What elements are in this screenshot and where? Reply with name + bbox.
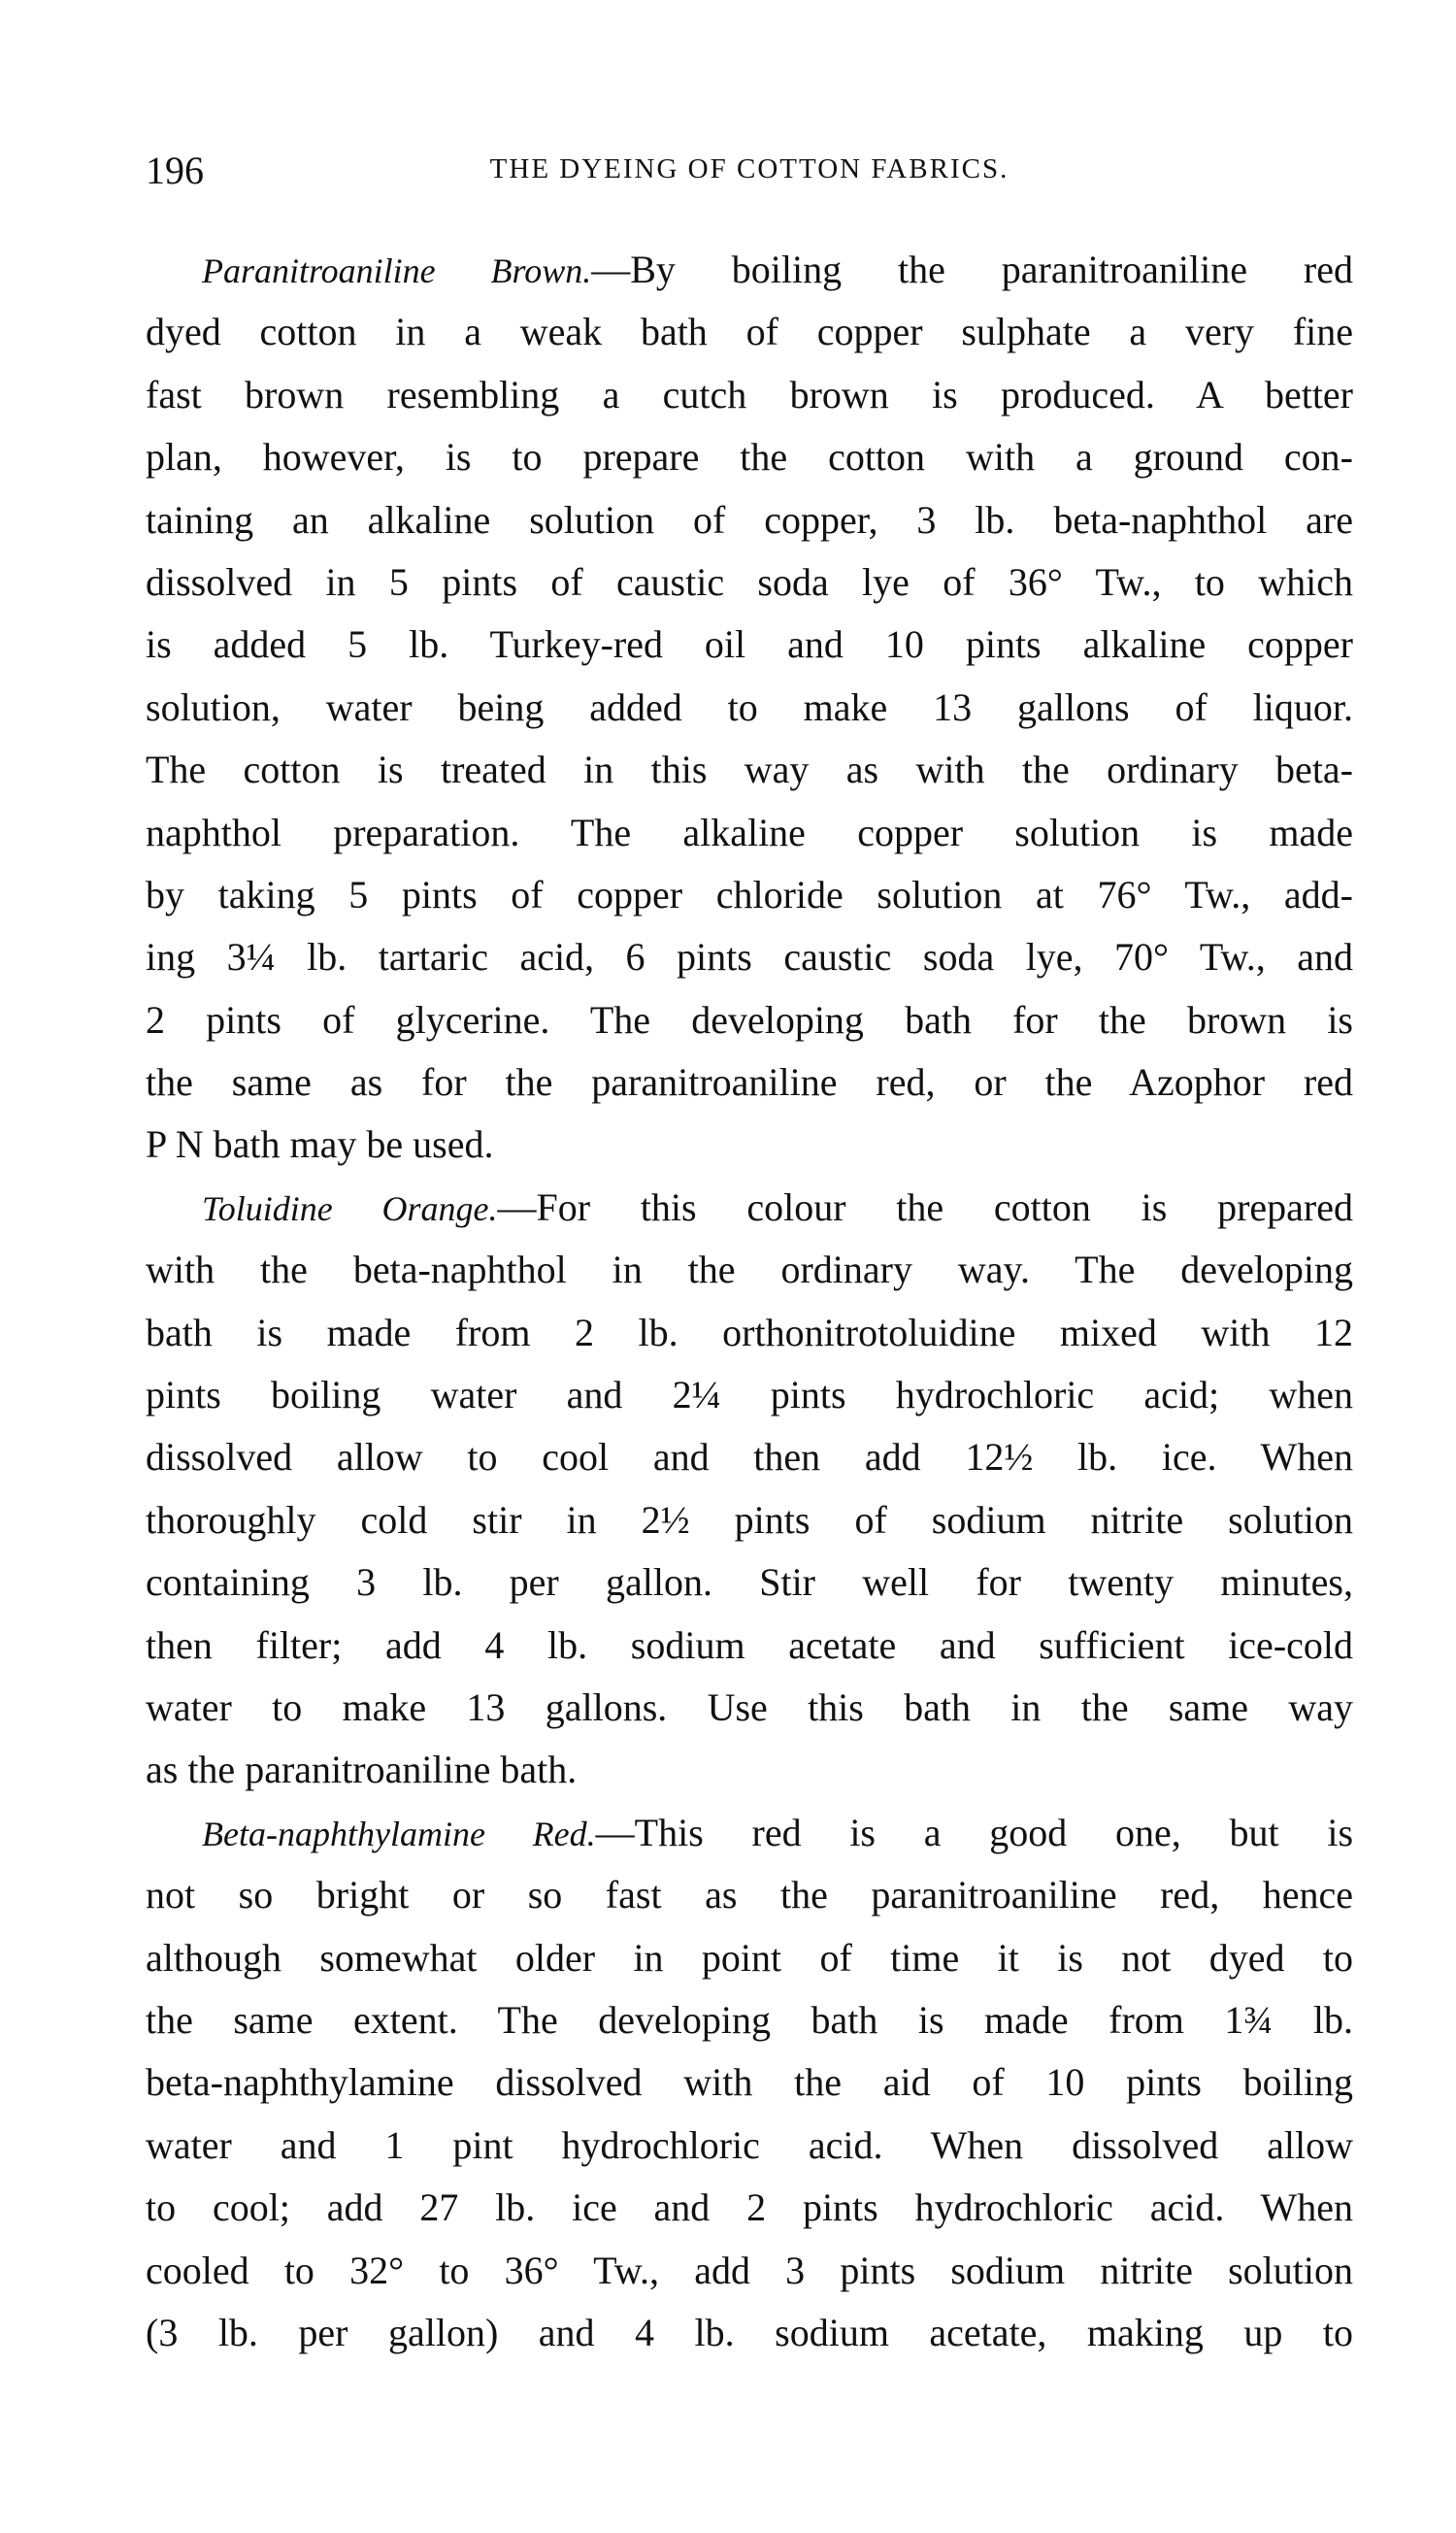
line-text: containing 3 lb. per gallon. Stir well for twenty minutes, (146, 1560, 1353, 1605)
line-text: water and 1 pint hydrochloric acid. When dissolved allow (146, 2122, 1353, 2167)
text-line (146, 2051, 1353, 2114)
text-line (146, 614, 1353, 676)
line-text: the same extent. The developing bath is made from 1¾ lb. (146, 1997, 1353, 2042)
line-text: ing 3¼ lb. tartaric acid, 6 pints caustic soda lye, 70° Tw., and (146, 935, 1353, 980)
text-line (146, 1177, 1353, 1239)
line-text: then filter; add 4 lb. sodium acetate and sufficient ice-cold (146, 1622, 1353, 1667)
text-line (146, 1739, 1353, 1801)
running-title: THE DYEING OF COTTON FABRICS. (489, 153, 1009, 184)
line-text: not so bright or so fast as the paranitroaniline red, hence (146, 1873, 1353, 1917)
text-line (146, 677, 1353, 739)
line-text: fast brown resembling a cutch brown is produced. A better (146, 372, 1353, 417)
line-text: water to make 13 gallons. Use this bath in the same way (146, 1684, 1353, 1729)
paragraph (146, 239, 1353, 1177)
text-line (146, 301, 1353, 363)
line-text: 2 pints of glycerine. The developing bath for the brown is (146, 997, 1353, 1042)
text-line (146, 989, 1353, 1051)
line-text: with the beta-naphthol in the ordinary way. The developing (146, 1248, 1353, 1292)
text-line (146, 1302, 1353, 1364)
text-line (146, 1864, 1353, 1926)
paragraph (146, 1802, 1353, 2365)
line-text: although somewhat older in point of time it is not dyed to (146, 1935, 1353, 1980)
line-text: beta-naphthylamine dissolved with the aid of 10 pints boiling (146, 2060, 1353, 2105)
line-text: thoroughly cold stir in 2½ pints of sodium nitrite solution (146, 1497, 1353, 1542)
text-line (146, 2115, 1353, 2177)
page-header (146, 148, 1353, 202)
text-line (146, 2302, 1353, 2364)
line-text: —For this colour the cotton is prepared (497, 1184, 1353, 1229)
text-line (146, 551, 1353, 614)
paragraph-heading: Toluidine Orange. (202, 1188, 498, 1228)
line-text: —By boiling the paranitroaniline red (591, 248, 1353, 291)
text-line (146, 426, 1353, 488)
paragraph-heading: Beta-naphthylamine Red. (202, 1814, 596, 1853)
line-text: by taking 5 pints of copper chloride solution at 76° Tw., add- (146, 872, 1353, 917)
text-line (146, 1615, 1353, 1677)
line-text: plan, however, is to prepare the cotton with a ground con- (146, 435, 1353, 480)
text-line (146, 1364, 1353, 1426)
line-text: to cool; add 27 lb. ice and 2 pints hydrochloric acid. When (146, 2185, 1353, 2230)
line-text: dyed cotton in a weak bath of copper sulphate a very fine (146, 310, 1353, 354)
line-text: dissolved allow to cool and then add 12½ lb. ice. When (146, 1435, 1353, 1480)
line-text: —This red is a good one, but is (595, 1810, 1354, 1854)
line-text: pints boiling water and 2¼ pints hydrochloric acid; when (146, 1373, 1353, 1417)
text-line (146, 739, 1353, 801)
paragraph (146, 1177, 1353, 1802)
text-line (146, 1551, 1353, 1614)
text-line (146, 2177, 1353, 2239)
text-line (146, 1989, 1353, 2051)
text-line (146, 1489, 1353, 1551)
text-line (146, 1927, 1353, 1989)
line-text: taining an alkaline solution of copper, 3 lb. beta-naphthol are (146, 497, 1353, 542)
text-line (146, 1802, 1353, 1864)
text-line (146, 1051, 1353, 1114)
text-line (146, 1426, 1353, 1488)
text-line (146, 364, 1353, 426)
line-text: bath is made from 2 lb. orthonitrotoluidine mixed with 12 (146, 1310, 1353, 1354)
text-line (146, 864, 1353, 926)
line-text: naphthol preparation. The alkaline copper solution is made (146, 810, 1353, 854)
page-number: 196 (146, 149, 204, 192)
text-line (146, 2240, 1353, 2302)
line-text: P N bath may be used. (146, 1122, 494, 1167)
text-line (146, 926, 1353, 988)
text-line (146, 489, 1353, 551)
line-text: the same as for the paranitroaniline red, or the Azophor red (146, 1060, 1353, 1105)
text-line (146, 239, 1353, 301)
line-text: as the paranitroaniline bath. (146, 1748, 578, 1792)
paragraph-heading: Paranitroaniline Brown. (202, 251, 592, 290)
page-body (146, 239, 1353, 2364)
line-text: The cotton is treated in this way as with the ordinary beta- (146, 748, 1353, 792)
text-line (146, 802, 1353, 864)
text-line (146, 1239, 1353, 1301)
text-line (146, 1677, 1353, 1739)
line-text: dissolved in 5 pints of caustic soda lye of 36° Tw., to which (146, 559, 1353, 604)
line-text: cooled to 32° to 36° Tw., add 3 pints sodium nitrite solution (146, 2248, 1353, 2292)
line-text: solution, water being added to make 13 gallons of liquor. (146, 684, 1353, 729)
line-text: is added 5 lb. Turkey-red oil and 10 pints alkaline copper (146, 622, 1353, 667)
text-line (146, 1114, 1353, 1176)
line-text: (3 lb. per gallon) and 4 lb. sodium acetate, making up to (146, 2310, 1353, 2354)
